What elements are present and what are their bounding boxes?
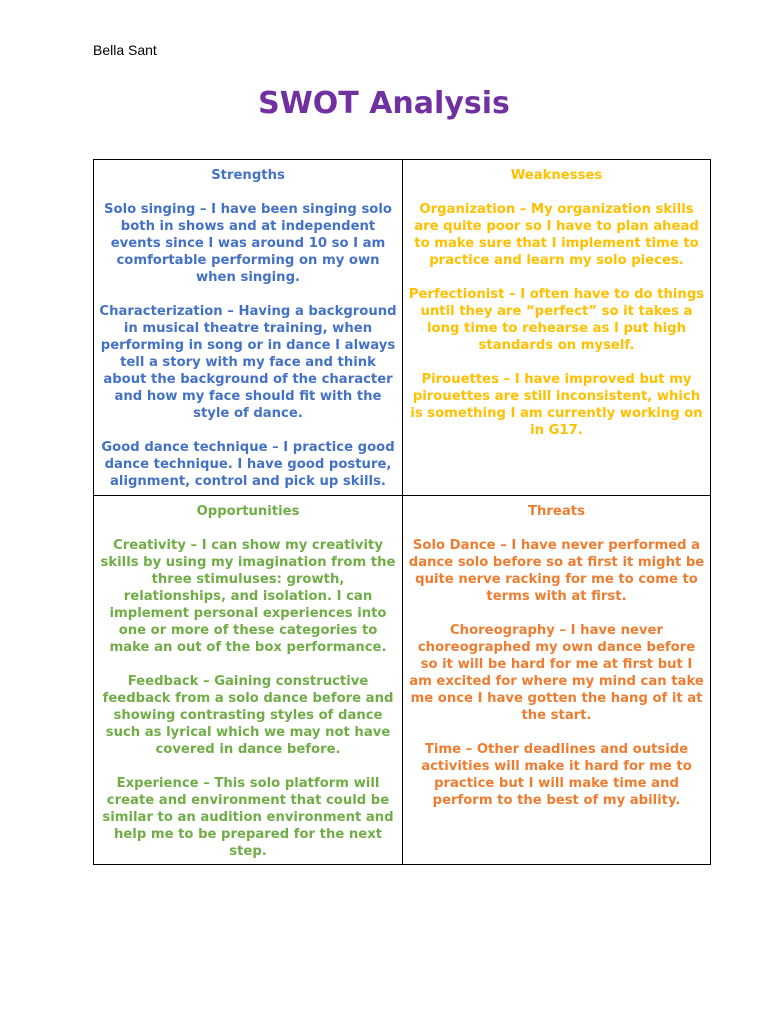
weaknesses-cell	[403, 160, 710, 496]
threat-item: Time – Other deadlines and outside activities will make it hard for me to practice but I will make time and perform to the best of my ability.	[421, 742, 692, 808]
opportunities-cell	[94, 496, 403, 864]
opportunity-item: Experience – This solo platform will create and environment that could be similar to an audition environment and help me to be prepared for the next step.	[102, 776, 394, 859]
strength-item: Characterization – Having a background in musical theatre training, when performing in song or in dance I always tell a story with my face and think about the background of the character and how my face should fit with the style of dance.	[99, 304, 397, 421]
threats-heading: Threats	[528, 504, 585, 519]
opportunity-item: Feedback – Gaining constructive feedback from a solo dance before and showing contrasting styles of dance such as lyrical which we may not have covered in dance before.	[102, 674, 394, 757]
weaknesses-heading: Weaknesses	[510, 168, 603, 183]
strengths-cell	[94, 160, 403, 496]
author-name: Bella Sant	[93, 42, 157, 58]
strength-item: Solo singing – I have been singing solo both in shows and at independent events since I was around 10 so I am comfortable performing on my own when singing.	[104, 202, 392, 285]
weakness-item: Pirouettes – I have improved but my pirouettes are still inconsistent, which is something I am currently working on in G17.	[410, 372, 703, 438]
strength-item: Good dance technique – I practice good dance technique. I have good posture, alignment, control and pick up skills.	[101, 440, 395, 489]
page-title: SWOT Analysis	[258, 86, 510, 121]
strengths-heading: Strengths	[211, 168, 285, 183]
threat-item: Solo Dance – I have never performed a dance solo before so at first it might be quite nerve racking for me to come to terms with at first.	[408, 538, 705, 604]
swot-table	[93, 159, 711, 865]
opportunity-item: Creativity – I can show my creativity skills by using my imagination from the three stimuluses: growth, relationships, and isolation. I can implement personal experiences into one or more of these categories to make an out of the box performance.	[100, 538, 396, 655]
threat-item: Choreography – I have never choreographed my own dance before so it will be hard for me at first but I am excited for where my mind can take me once I have gotten the hang of it at the start.	[409, 623, 704, 723]
weakness-item: Perfectionist – I often have to do things until they are “perfect” so it takes a long time to rehearse as I put high standards on myself.	[408, 287, 705, 353]
threats-cell	[403, 496, 710, 864]
weakness-item: Organization – My organization skills are quite poor so I have to plan ahead to make sure that I implement time to practice and learn my solo pieces.	[414, 202, 699, 268]
opportunities-heading: Opportunities	[196, 504, 300, 519]
